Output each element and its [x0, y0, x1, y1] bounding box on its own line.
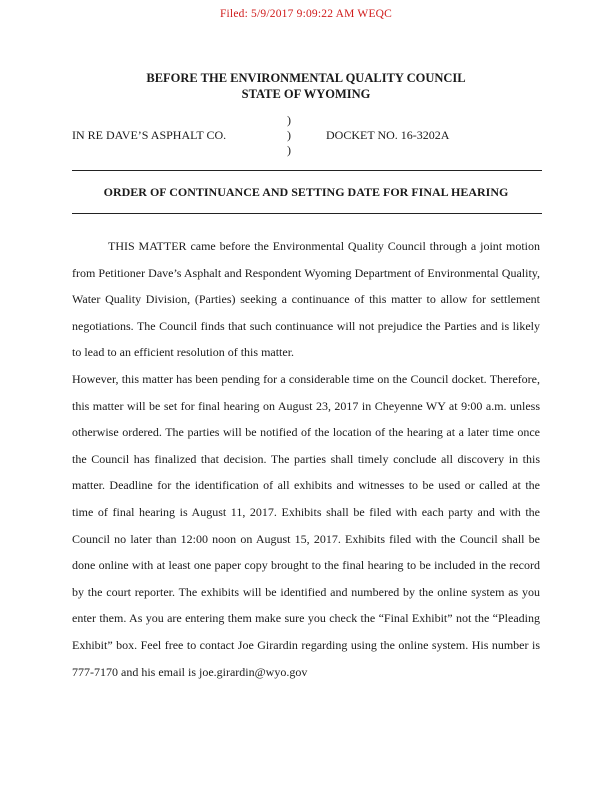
court-header-line2: STATE OF WYOMING [241, 87, 371, 101]
title-rule-top [72, 170, 542, 171]
filed-stamp: Filed: 5/9/2017 9:09:22 AM WEQC [219, 8, 393, 20]
order-body [72, 233, 540, 685]
caption-parentheses [287, 113, 291, 158]
caption-paren-3: ) [287, 143, 291, 157]
order-title: ORDER OF CONTINUANCE AND SETTING DATE FOR FINAL HEARING [103, 185, 509, 199]
docket-number: DOCKET NO. 16-3202A [326, 128, 450, 142]
title-rule-bottom [72, 213, 542, 214]
caption-party: IN RE DAVE’S ASPHALT CO. [72, 128, 227, 142]
caption-paren-2: ) [287, 128, 291, 142]
body-paragraph-2: However, this matter has been pending for a considerable time on the Council docket. Therefore, this matter will be set for final hearing on August 23, 2017 in Cheyenne WY at 9:00 a.m. unless otherwise ordered. The parties will be notified of the location of the hearing at a later time once the Council has finalized that decision. The parties shall timely conclude all discovery in this matter. Deadline for the identification of all exhibits and witnesses to be used or called at the time of final hearing is August 11, 2017. Exhibits shall be filed with each party and with the Council no later than 12:00 noon on August 15, 2017. Exhibits filed with the Council shall be done online with at least one paper copy brought to the final hearing to be included in the record by the court reporter. The exhibits will be identified and numbered by the online system as you enter them. As you are entering them make sure you check the “Final Exhibit” not the “Pleading Exhibit” box. Feel free to contact Joe Girardin regarding using the online system. His number is 777-7170 and his email is joe.girardin@wyo.gov [72, 371, 540, 679]
case-caption [72, 113, 542, 161]
caption-paren-1: ) [287, 113, 291, 127]
court-header [0, 70, 612, 102]
court-header-line1: BEFORE THE ENVIRONMENTAL QUALITY COUNCIL [146, 71, 466, 85]
body-paragraph-1: THIS MATTER came before the Environmental Quality Council through a joint motion from Petitioner Dave’s Asphalt and Respondent Wyoming Department of Environmental Quality, Water Quality Division, (Parties) seeking a continuance of this matter to allow for settlement negotiations. The Council finds that such continuance will not prejudice the Parties and is likely to lead to an efficient resolution of this matter. [72, 239, 540, 360]
